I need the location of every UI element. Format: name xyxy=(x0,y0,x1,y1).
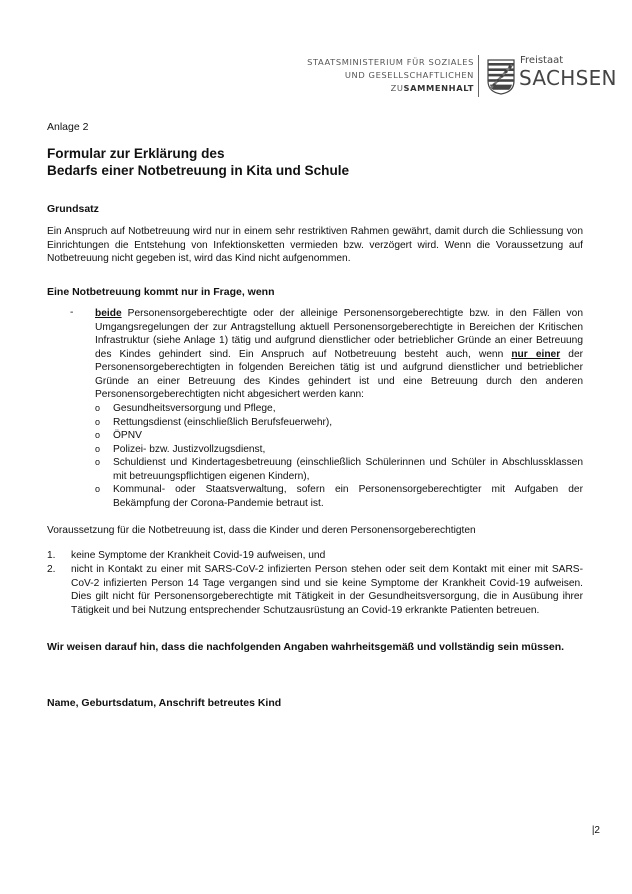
list-item xyxy=(95,416,583,430)
ministry-line-3-bold: SAMMENHALT xyxy=(403,83,474,93)
sector-text: Schuldienst und Kindertagesbetreuung (einschließlich Schülerinnen und Schüler in Abschlussklassen mit betreuungspflichtigen eigenen Kindern), xyxy=(113,457,583,482)
emphasis-only-one: nur einer xyxy=(511,348,561,360)
list-item xyxy=(95,443,583,457)
condition-text-2: der Personensorgeberechtigten in folgenden Bereichen tätig ist und aufgrund dienstlicher und betrieblicher Gründe an einer Betreuung des Kindes gehindert ist und eine Betreuung durch den anderen Personensorgeberechtigten nicht abgesichert werden kann: xyxy=(95,348,583,400)
sector-text: Rettungsdienst (einschließlich Berufsfeuerwehr), xyxy=(113,416,333,428)
sector-list xyxy=(95,402,583,510)
list-dash: - xyxy=(70,307,74,318)
list-item xyxy=(95,429,583,443)
section-heading: Grundsatz xyxy=(47,203,99,215)
bullet: o xyxy=(95,416,101,427)
title-line-1: Formular zur Erklärung des xyxy=(47,146,225,161)
state-label-large: SACHSEN xyxy=(519,66,617,90)
ministry-line-2: UND GESELLSCHAFTLICHEN xyxy=(344,70,474,80)
item-number: 1. xyxy=(47,550,56,561)
sector-text: ÖPNV xyxy=(113,430,142,441)
item-number: 2. xyxy=(47,564,56,575)
document-title xyxy=(47,145,349,179)
sector-text: Gesundheitsversorgung und Pflege, xyxy=(113,403,276,414)
title-line-2: Bedarfs einer Notbetreuung in Kita und Schule xyxy=(47,163,350,178)
child-details-label: Name, Geburtsdatum, Anschrift betreutes Kind xyxy=(47,697,282,709)
annex-label: Anlage 2 xyxy=(47,121,89,133)
header-divider xyxy=(478,55,479,97)
ministry-line-3-prefix: ZU xyxy=(390,83,404,93)
ministry-name xyxy=(307,56,474,95)
item-text: keine Symptome der Krankheit Covid-19 aufweisen, und xyxy=(71,550,326,561)
list-item xyxy=(95,456,583,483)
condition-heading: Eine Notbetreuung kommt nur in Frage, wenn xyxy=(47,286,275,298)
bullet: o xyxy=(95,484,101,494)
list-item xyxy=(95,483,583,510)
ministry-line-3 xyxy=(307,82,474,95)
sector-text: Polizei- bzw. Justizvollzugsdienst, xyxy=(113,443,266,455)
intro-paragraph: Ein Anspruch auf Notbetreuung wird nur in einem sehr restriktiven Rahmen gewährt, damit durch die Schliessung von Einrichtungen die Entstehung von Infektionsketten vermieden bzw. verzögert wird. Wenn die Voraussetzung auf Notbetreuung nicht gegeben ist, wird das Kind nicht aufgenommen. xyxy=(47,226,583,264)
condition-paragraph xyxy=(95,307,583,402)
bullet: o xyxy=(95,403,101,413)
state-label-small: Freistaat xyxy=(520,55,564,66)
prerequisite-text: Voraussetzung für die Notbetreuung ist, dass die Kinder und deren Personensorgeberechtigten xyxy=(47,525,476,536)
notice-text: Wir weisen darauf hin, dass die nachfolgenden Angaben wahrheitsgemäß und vollständig sein müssen. xyxy=(47,641,565,653)
bullet: o xyxy=(95,443,101,454)
bullet: o xyxy=(95,430,101,440)
condition-text-1: Personensorgeberechtigte oder der alleinige Personensorgeberechtigte bzw. in den Fällen von Umgangsregelungen der zur Antragstellung aktuell Personensorgeberechtigte in Bereichen der Kritischen Infrastruktur (siehe Anlage 1) tätig und aufgrund dienstlicher oder betrieblicher Gründe an einer Betreuung des Kindes gehindert sind. Ein Anspruch auf Notbetreuung besteht auch, wenn xyxy=(95,308,583,360)
bullet: o xyxy=(95,457,101,467)
page-number: |2 xyxy=(591,825,600,836)
item-text: nicht in Kontakt zu einer mit SARS-CoV-2 infizierten Person stehen oder seit dem Kontakt mit einer mit SARS-CoV-2 infizierten Person 14 Tage vergangen sind und sie keine Symptome der Krankheit Covid-19 aufweisen. Dies gilt nicht für Personensorgeberechtigte mit Tätigkeit in der Gesundheitsversorgung, die in Ausübung ihrer Tätigkeit und bei Nutzung entsprechender Schutzausrüstung an Covid-19 erkrankte Patienten betreuen. xyxy=(71,564,583,616)
emphasis-both: beide xyxy=(95,308,122,319)
list-item xyxy=(95,402,583,416)
saxony-coat-of-arms-icon xyxy=(487,59,515,95)
sector-text: Kommunal- oder Staatsverwaltung, sofern ein Personensorgeberechtigter mit Aufgaben der Bekämpfung der Corona-Pandemie betraut ist. xyxy=(113,484,583,509)
ministry-line-1: STAATSMINISTERIUM FÜR SOZIALES xyxy=(307,57,474,67)
